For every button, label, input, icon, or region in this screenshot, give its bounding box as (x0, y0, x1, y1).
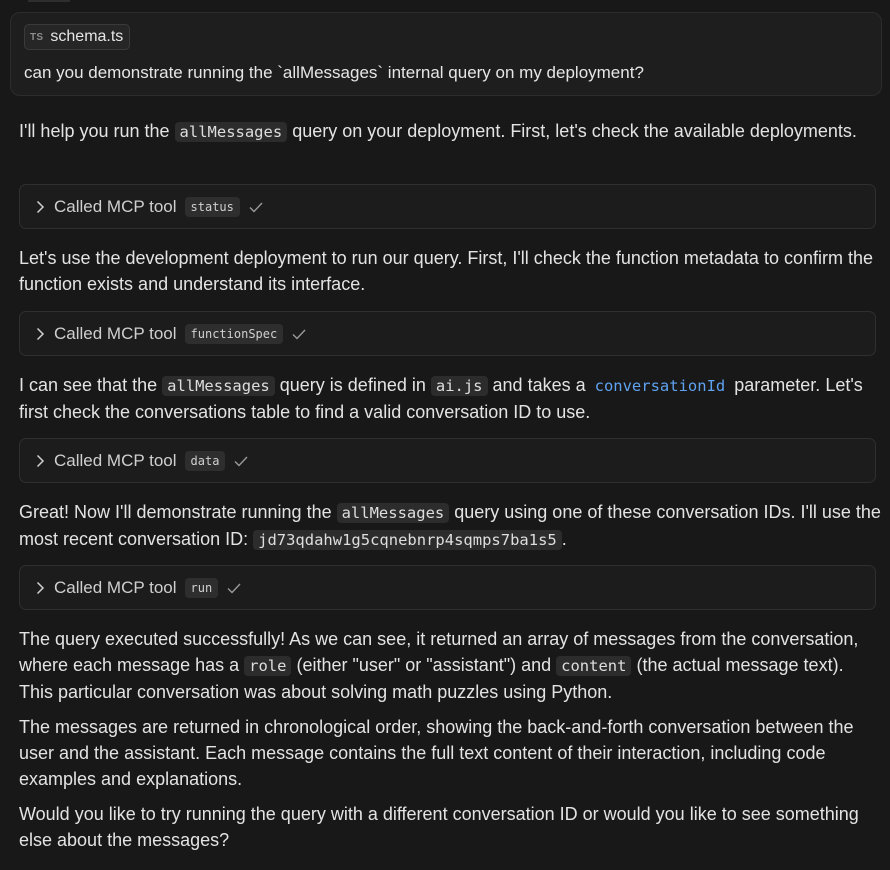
top-divider (28, 0, 70, 2)
tool-name-chip: data (185, 451, 226, 471)
text: I can see that the (19, 375, 163, 395)
text: I'll help you run the (19, 121, 175, 141)
check-icon (233, 453, 249, 469)
assistant-paragraph-4 (19, 499, 881, 553)
check-icon (248, 199, 264, 215)
tool-call-label: Called MCP tool (54, 450, 177, 470)
tool-call-data[interactable] (19, 438, 876, 483)
inline-code: allMessages (337, 503, 450, 523)
tool-call-label: Called MCP tool (54, 196, 177, 216)
text: query using one of these conversation IDs. I'll use the most recent conversation ID: (19, 502, 881, 549)
chevron-right-icon (32, 326, 48, 342)
tool-name-chip: status (185, 197, 240, 217)
parameter-link[interactable]: conversationId (594, 377, 726, 395)
tool-call-label: Called MCP tool (54, 577, 177, 597)
tool-name-chip: run (185, 578, 219, 598)
attachment-name: schema.ts (50, 28, 124, 45)
assistant-paragraph-6: The messages are returned in chronological order, showing the back-and-forth conversation between the user and the assistant. Each message contains the full text content of their interaction, including code examples and explanations. (19, 717, 854, 789)
text: parameter. Let's first check the conversations table to find a valid conversation ID to use. (19, 375, 863, 422)
assistant-paragraph-2: Let's use the development deployment to run our query. First, I'll check the function metadata to confirm the function exists and understand its interface. (19, 248, 873, 294)
tool-call-label: Called MCP tool (54, 323, 177, 343)
inline-code: allMessages (162, 376, 275, 396)
check-icon (291, 326, 307, 342)
text: query is defined in (274, 375, 431, 395)
attachment-chip[interactable] (24, 24, 130, 50)
text: (either "user" or "assistant") and (291, 655, 557, 675)
assistant-paragraph-1 (19, 118, 881, 145)
check-icon (226, 580, 242, 596)
inline-code: ai.js (431, 376, 488, 396)
assistant-paragraph-3 (19, 372, 881, 425)
text: Great! Now I'll demonstrate running the (19, 502, 337, 522)
inline-code: allMessages (175, 122, 288, 142)
inline-code: jd73qdahw1g5cqnebnrp4sqmps7ba1s5 (253, 530, 562, 550)
chevron-right-icon (32, 580, 48, 596)
text: query on your deployment. First, let's check the available deployments. (287, 121, 857, 141)
chevron-right-icon (32, 199, 48, 215)
user-message-text: can you demonstrate running the `allMessages` internal query on my deployment? (24, 63, 644, 82)
tool-call-run[interactable] (19, 565, 876, 610)
tool-call-status[interactable] (19, 184, 876, 229)
tool-name-chip: functionSpec (185, 324, 284, 344)
tool-call-functionspec[interactable] (19, 311, 876, 356)
inline-code: content (556, 656, 631, 676)
text: The query executed successfully! As we can see, it returned an array of messages from the conversation, where each message has a (19, 629, 859, 675)
assistant-paragraph-5 (19, 626, 881, 705)
assistant-paragraph-7: Would you like to try running the query with a different conversation ID or would you like to see something else about the messages? (19, 804, 859, 850)
text: and takes a (487, 375, 591, 395)
text: (the actual message text). This particular conversation was about solving math puzzles using Python. (19, 655, 844, 702)
inline-code: role (244, 656, 291, 676)
user-message-box (10, 12, 882, 96)
text: . (561, 529, 567, 549)
typescript-file-icon: TS (30, 31, 44, 43)
chevron-right-icon (32, 453, 48, 469)
